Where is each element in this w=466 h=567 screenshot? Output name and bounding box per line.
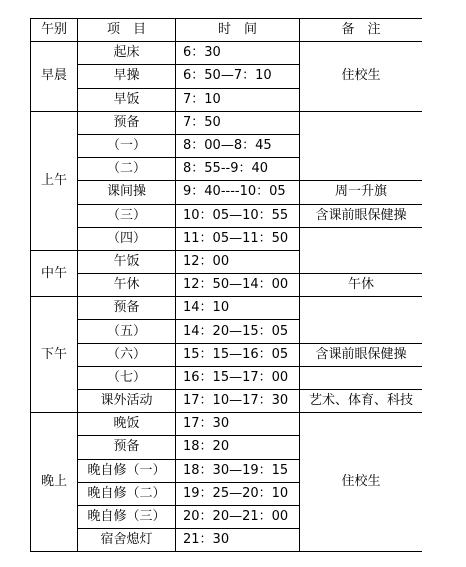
note-eye-exercise: 含课前眼保健操 — [300, 204, 423, 227]
note-empty — [300, 366, 423, 389]
time-cell: 7：50 — [176, 111, 300, 134]
item-cell: （四） — [78, 227, 176, 250]
time-cell: 15：15—16：05 — [176, 343, 300, 366]
table-row — [31, 343, 423, 366]
table-row — [31, 297, 423, 320]
time-cell: 17：10—17：30 — [176, 390, 300, 413]
note-boarders-evening: 住校生 — [300, 413, 423, 552]
time-cell: 9：40----10：05 — [176, 181, 300, 204]
header-period: 午别 — [31, 19, 78, 42]
item-cell: 晚自修（一） — [78, 459, 176, 482]
note-empty — [300, 227, 423, 273]
item-cell: 课间操 — [78, 181, 176, 204]
note-empty — [300, 297, 423, 343]
item-cell: 早操 — [78, 65, 176, 88]
item-cell: 晚饭 — [78, 413, 176, 436]
time-cell: 6：30 — [176, 42, 300, 65]
note-empty — [300, 111, 423, 181]
note-eye-exercise: 含课前眼保健操 — [300, 343, 423, 366]
header-note: 备 注 — [300, 19, 423, 42]
table-row — [31, 181, 423, 204]
period-forenoon: 上午 — [31, 111, 78, 250]
time-cell: 12：00 — [176, 250, 300, 273]
time-cell: 17：30 — [176, 413, 300, 436]
header-row — [31, 19, 423, 42]
table-row — [31, 204, 423, 227]
time-cell: 8：55--9：40 — [176, 158, 300, 181]
time-cell: 12：50—14：00 — [176, 274, 300, 297]
time-cell: 18：20 — [176, 436, 300, 459]
note-flag-raising: 周一升旗 — [300, 181, 423, 204]
item-cell: 晚自修（二） — [78, 482, 176, 505]
table-row — [31, 366, 423, 389]
table-row — [31, 111, 423, 134]
table-row — [31, 413, 423, 436]
table-row — [31, 274, 423, 297]
time-cell: 20：20—21：00 — [176, 505, 300, 528]
period-afternoon: 下午 — [31, 297, 78, 413]
item-cell: 午饭 — [78, 250, 176, 273]
time-cell: 10：05—10：55 — [176, 204, 300, 227]
time-cell: 14：20—15：05 — [176, 320, 300, 343]
item-cell: （一） — [78, 134, 176, 157]
table-row — [31, 390, 423, 413]
item-cell: （二） — [78, 158, 176, 181]
time-cell: 21：30 — [176, 529, 300, 552]
time-cell: 11：05—11：50 — [176, 227, 300, 250]
period-evening: 晚上 — [31, 413, 78, 552]
item-cell: 午休 — [78, 274, 176, 297]
item-cell: 晚自修（三） — [78, 505, 176, 528]
item-cell: （七） — [78, 366, 176, 389]
time-cell: 19：25—20：10 — [176, 482, 300, 505]
item-cell: 预备 — [78, 436, 176, 459]
time-cell: 8：00—8：45 — [176, 134, 300, 157]
period-morning: 早晨 — [31, 42, 78, 112]
period-noon: 中午 — [31, 250, 78, 296]
note-nap: 午休 — [300, 274, 423, 297]
header-time: 时 间 — [176, 19, 300, 42]
item-cell: 预备 — [78, 111, 176, 134]
item-cell: （六） — [78, 343, 176, 366]
time-cell: 7：10 — [176, 88, 300, 111]
header-item: 项 目 — [78, 19, 176, 42]
note-boarders-morning: 住校生 — [300, 42, 423, 112]
item-cell: 宿舍熄灯 — [78, 529, 176, 552]
item-cell: 预备 — [78, 297, 176, 320]
schedule-wrapper — [30, 18, 422, 567]
item-cell: 课外活动 — [78, 390, 176, 413]
note-activities: 艺术、体育、科技 — [300, 390, 423, 413]
time-cell: 14：10 — [176, 297, 300, 320]
item-cell: （五） — [78, 320, 176, 343]
time-cell: 18：30—19：15 — [176, 459, 300, 482]
time-cell: 16：15—17：00 — [176, 366, 300, 389]
item-cell: 早饭 — [78, 88, 176, 111]
table-row — [31, 227, 423, 250]
item-cell: 起床 — [78, 42, 176, 65]
item-cell: （三） — [78, 204, 176, 227]
daily-schedule-table — [30, 18, 422, 552]
table-row — [31, 42, 423, 65]
time-cell: 6：50—7：10 — [176, 65, 300, 88]
